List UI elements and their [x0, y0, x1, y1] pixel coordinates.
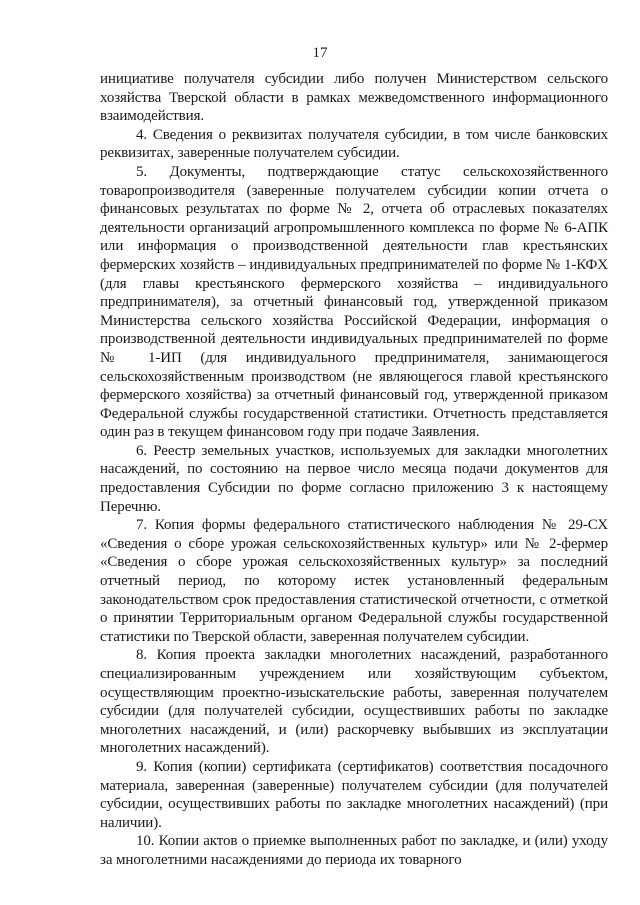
- paragraph-item-10: 10. Копии актов о приемке выполненных работ по закладке, и (или) уходу за многолетними насаждениями до периода их товарного: [100, 833, 608, 868]
- paragraph-item-9: 9. Копия (копии) сертификата (сертификатов) соответствия посадочного материала, заверенная (заверенные) получателем субсидии (для получателей субсидии, осуществивших работы по закладке многолетних насаждений) (при наличии).: [100, 758, 608, 831]
- document-body: [100, 70, 608, 870]
- paragraph-item-4: 4. Сведения о реквизитах получателя субсидии, в том числе банковских реквизитах, заверенные получателем субсидии.: [100, 126, 608, 162]
- paragraph-item-8: 8. Копия проекта закладки многолетних насаждений, разработанного специализированным учреждением или хозяйствующим субъектом, осуществляющим проектно-изыскательские работы, заверенная получателем субсидии (для получателей субсидии, осуществивших работы по закладке многолетних насаждений, и (или) раскорчевку выбывших из эксплуатации многолетних насаждений).: [100, 647, 608, 757]
- paragraph-item-6: 6. Реестр земельных участков, используемых для закладки многолетних насаждений, по состоянию на первое число месяца подачи документов для предоставления Субсидии по форме согласно приложению 3 к настоящему Перечню.: [100, 442, 608, 515]
- paragraph-item-7: 7. Копия формы федерального статистического наблюдения № 29-СХ «Сведения о сборе урожая сельскохозяйственных культур» или № 2-фермер «Сведения о сборе урожая сельскохозяйственных культур» за последний отчетный период, по которому истек установленный федеральным законодательством срок предоставления статистической отчетности, с отметкой о принятии Территориальным органом Федеральной службы государственной статистики по Тверской области, заверенная получателем субсидии.: [100, 517, 608, 645]
- paragraph-continuation: инициативе получателя субсидии либо получен Министерством сельского хозяйства Тверской области в рамках межведомственного информационного взаимодействия.: [100, 71, 608, 125]
- page-number: 17: [312, 45, 328, 61]
- paragraph-item-5: 5. Документы, подтверждающие статус сельскохозяйственного товаропроизводителя (заверенные получателем субсидии копии отчета о финансовых результатах по форме № 2, отчета об отраслевых показателях деятельности организаций агропромышленного комплекса по форме № 6-АПК или информация о производственной деятельности глав крестьянских фермерских хозяйств – индивидуальных предпринимателей по форме № 1-КФХ (для главы крестьянского фермерского хозяйства – индивидуального предпринимателя), за отчетный финансовый год, утвержденной приказом Министерства сельского хозяйства Российской Федерации, информация о производственной деятельности индивидуальных предпринимателей по форме № 1-ИП (для индивидуального предпринимателя, занимающегося сельскохозяйственным производством (не являющегося главой крестьянского фермерского хозяйства) за отчетный финансовый год, утвержденной приказом Федеральной службы государственной статистики. Отчетность представляется один раз в текущем финансовом году при подаче Заявления.: [100, 163, 608, 441]
